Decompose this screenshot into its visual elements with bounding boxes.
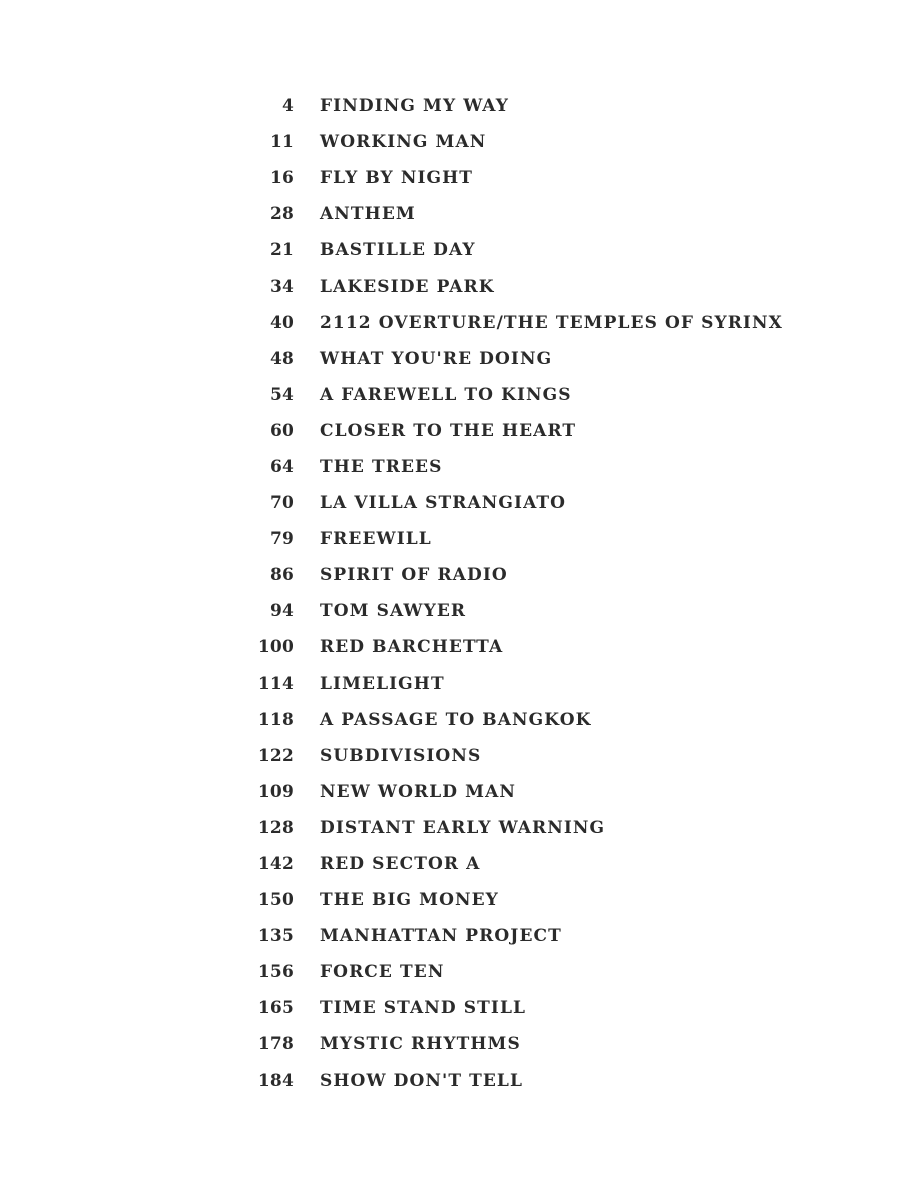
page-number: 156 xyxy=(257,962,294,983)
page-number: 114 xyxy=(257,673,294,694)
toc-entry xyxy=(0,593,900,629)
page-number: 64 xyxy=(269,456,294,477)
toc-entry xyxy=(0,88,900,124)
toc-entry xyxy=(0,1063,900,1099)
page-number: 40 xyxy=(269,312,294,333)
toc-entry xyxy=(0,268,900,304)
page-number: 28 xyxy=(269,204,294,225)
song-title: TOM SAWYER xyxy=(320,601,467,622)
song-title: RED SECTOR A xyxy=(320,854,481,875)
page-number: 4 xyxy=(281,96,294,117)
page-number: 178 xyxy=(257,1034,294,1055)
page-number: 60 xyxy=(269,420,294,441)
page-number: 79 xyxy=(269,529,294,550)
song-title: LIMELIGHT xyxy=(320,673,445,694)
toc-entry xyxy=(0,449,900,485)
song-title: THE TREES xyxy=(320,456,443,477)
page-number: 109 xyxy=(257,781,294,802)
toc-entry xyxy=(0,521,900,557)
toc-entry xyxy=(0,882,900,918)
page-number: 150 xyxy=(257,890,294,911)
toc-entry xyxy=(0,918,900,954)
song-title: SPIRIT OF RADIO xyxy=(320,565,508,586)
page-number: 94 xyxy=(269,601,294,622)
song-title: SHOW DON'T TELL xyxy=(320,1070,524,1091)
toc-entry xyxy=(0,413,900,449)
page-number: 122 xyxy=(257,745,294,766)
toc-entry xyxy=(0,738,900,774)
toc-entry xyxy=(0,305,900,341)
toc-entry xyxy=(0,341,900,377)
toc-entry xyxy=(0,954,900,990)
song-title: FORCE TEN xyxy=(320,962,445,983)
song-title: BASTILLE DAY xyxy=(320,240,476,261)
song-title: 2112 OVERTURE/THE TEMPLES OF SYRINX xyxy=(320,312,783,333)
toc-entry xyxy=(0,485,900,521)
page-number: 184 xyxy=(257,1070,294,1091)
toc-entry xyxy=(0,196,900,232)
page-number: 16 xyxy=(269,168,294,189)
page-number: 128 xyxy=(257,817,294,838)
page-number: 54 xyxy=(269,384,294,405)
song-title: WHAT YOU'RE DOING xyxy=(320,348,553,369)
song-title: FREEWILL xyxy=(320,529,432,550)
page-number: 135 xyxy=(257,926,294,947)
page-number: 142 xyxy=(257,854,294,875)
page-number: 34 xyxy=(269,276,294,297)
song-title: RED BARCHETTA xyxy=(320,637,504,658)
toc-entry xyxy=(0,124,900,160)
page-number: 48 xyxy=(269,348,294,369)
song-title: FINDING MY WAY xyxy=(320,96,509,117)
song-title: LA VILLA STRANGIATO xyxy=(320,493,567,514)
toc-entry xyxy=(0,810,900,846)
page-number: 21 xyxy=(269,240,294,261)
song-title: DISTANT EARLY WARNING xyxy=(320,817,606,838)
page-number: 118 xyxy=(257,709,294,730)
toc-entry xyxy=(0,846,900,882)
toc-entry xyxy=(0,629,900,665)
toc-entry xyxy=(0,557,900,593)
page-number: 86 xyxy=(269,565,294,586)
toc-entry xyxy=(0,666,900,702)
toc-entry xyxy=(0,232,900,268)
song-title: THE BIG MONEY xyxy=(320,890,499,911)
page-number: 100 xyxy=(257,637,294,658)
song-title: NEW WORLD MAN xyxy=(320,781,516,802)
toc-entry xyxy=(0,774,900,810)
song-title: WORKING MAN xyxy=(320,132,487,153)
toc-entry xyxy=(0,1026,900,1062)
song-title: ANTHEM xyxy=(320,204,416,225)
table-of-contents xyxy=(0,88,900,1099)
song-title: SUBDIVISIONS xyxy=(320,745,482,766)
toc-entry xyxy=(0,160,900,196)
toc-entry xyxy=(0,990,900,1026)
page-number: 165 xyxy=(257,998,294,1019)
page-number: 11 xyxy=(269,132,294,153)
toc-entry xyxy=(0,702,900,738)
page-number: 70 xyxy=(269,493,294,514)
song-title: LAKESIDE PARK xyxy=(320,276,495,297)
song-title: MANHATTAN PROJECT xyxy=(320,926,562,947)
song-title: CLOSER TO THE HEART xyxy=(320,420,577,441)
song-title: A FAREWELL TO KINGS xyxy=(320,384,572,405)
song-title: MYSTIC RHYTHMS xyxy=(320,1034,521,1055)
song-title: A PASSAGE TO BANGKOK xyxy=(320,709,592,730)
song-title: TIME STAND STILL xyxy=(320,998,527,1019)
toc-entry xyxy=(0,377,900,413)
song-title: FLY BY NIGHT xyxy=(320,168,474,189)
